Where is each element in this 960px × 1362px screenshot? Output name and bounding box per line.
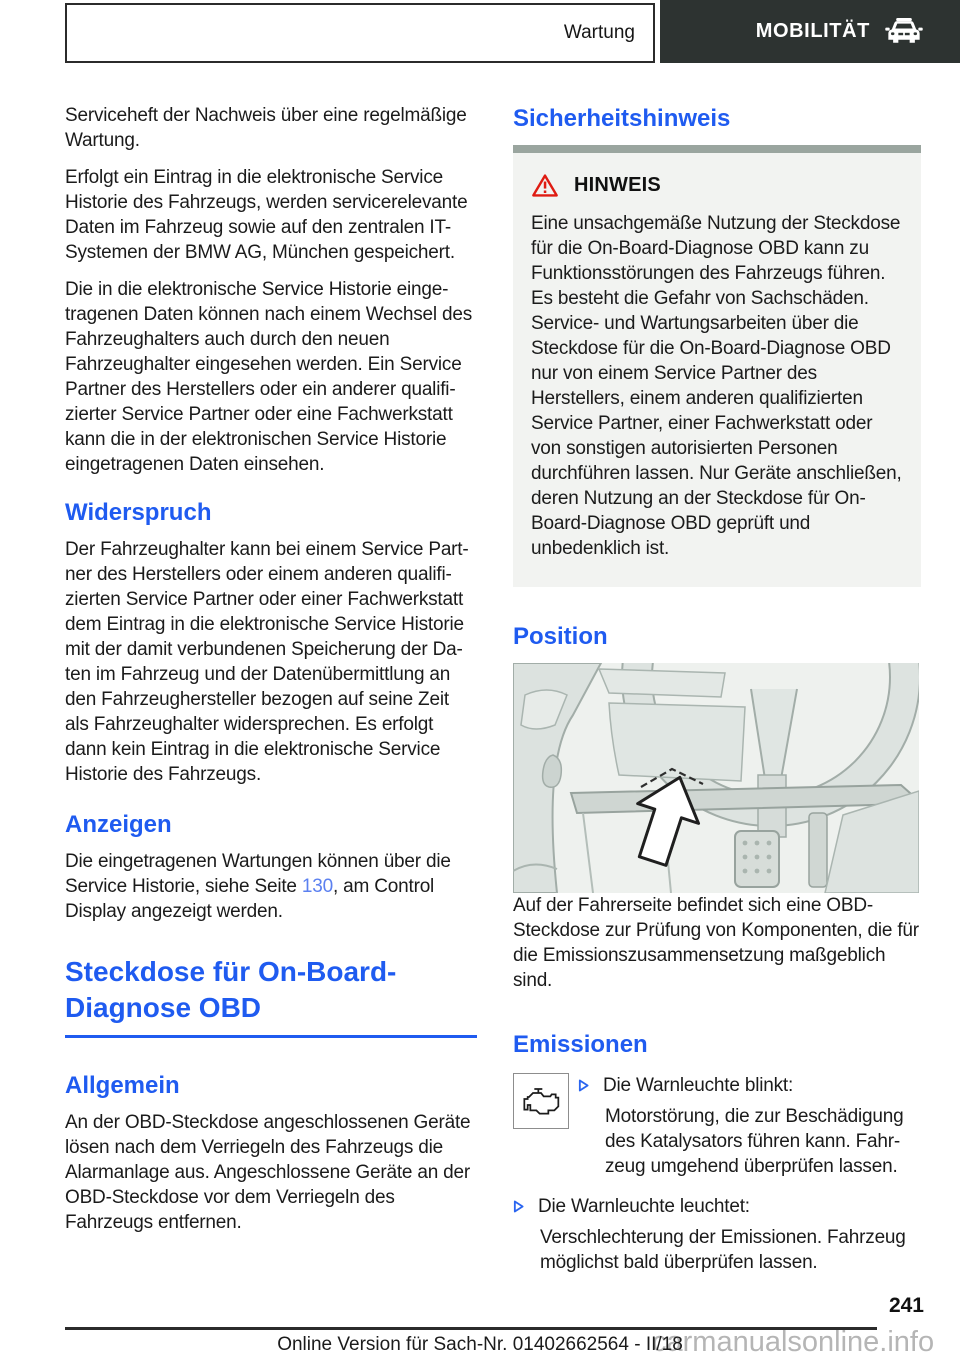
warning-triangle-icon <box>531 173 559 198</box>
intro-paragraph: Erfolgt ein Eintrag in die elektronische Service Historie des Fahrzeugs, werden servicerelevante Daten im Fahrzeug sowie auf den zentralen IT-Systemen der BMW AG, München gespeichert. <box>65 167 468 263</box>
page-body <box>65 103 921 1275</box>
heading-obd-chapter: Steckdose für On-Board-Diagnose OBD <box>65 956 397 1023</box>
hinweis-notice-box <box>513 145 921 587</box>
footer-version-text: Online Version für Sach-Nr. 01402662564 - II/18 <box>277 1334 683 1355</box>
intro-paragraph: Serviceheft der Nachweis über eine regelmäßige Wartung. <box>65 105 467 151</box>
position-paragraph: Auf der Fahrerseite befindet sich eine OBD-Steckdose zur Prüfung von Komponenten, die für die Emissionszusammensetzung maßgeblich sind. <box>513 895 919 991</box>
emission-item-text: Motorstörung, die zur Beschädigung des Katalysators führen kann. Fahrzeug umgehend überprüfen lassen. <box>605 1106 904 1177</box>
right-column <box>513 103 921 1275</box>
emission-item-title-row <box>578 1073 921 1098</box>
notice-label: HINWEIS <box>574 174 661 196</box>
obd-location-illustration <box>513 663 919 893</box>
engine-warning-indicator <box>513 1073 569 1129</box>
heading-allgemein: Allgemein <box>65 1072 180 1099</box>
heading-emissionen: Emissionen <box>513 1031 648 1058</box>
emission-item <box>578 1073 921 1179</box>
header-section-label: Wartung <box>563 22 635 43</box>
triangle-bullet-icon <box>578 1079 589 1092</box>
notice-top-bar <box>513 145 921 153</box>
car-icon <box>884 18 924 45</box>
engine-warning-icon <box>519 1085 563 1117</box>
emission-item-title: Die Warnleuchte leuchtet: <box>538 1196 750 1217</box>
notice-header <box>531 173 903 198</box>
header-chapter-label: MOBILITÄT <box>755 20 870 42</box>
anzeigen-paragraph <box>65 849 477 924</box>
emission-item-text: Verschlechterung der Emissionen. Fahrzeug möglichst bald überprüfen lassen. <box>540 1227 906 1273</box>
triangle-bullet-icon <box>513 1200 524 1213</box>
cockpit-drawing <box>513 663 919 893</box>
heading-widerspruch: Widerspruch <box>65 499 212 526</box>
intro-paragraph: Die in die elektronische Service Historie eingetragenen Daten können nach einem Wechsel des Fahrzeughalters auch durch den neuen Fahrzeughalter eingesehen werden. Ein Service Partner des Herstellers oder ein anderer qualifizierter Service Partner oder eine Fachwerkstatt kann die in der elektronischen Service Historie eingetragenen Daten einsehen. <box>65 279 473 475</box>
heading-position: Position <box>513 623 608 650</box>
header-section-tab <box>65 3 655 63</box>
emission-item <box>513 1194 921 1275</box>
widerspruch-paragraph: Der Fahrzeughalter kann bei einem Service Partner des Herstellers oder einem anderen qualifizierten Service Partner oder einer Fachwerkstatt dem Eintrag in die elektronische Service Historie mit der damit verbundenen Speicherung der Daten im Fahrzeug und der Datenübermittlung an den Fahrzeughersteller bezogen auf seine Zeit als Fahrzeughalter widersprechen. Es erfolgt dann kein Eintrag in die elektronische Service Historie des Fahrzeugs. <box>65 539 469 785</box>
left-column <box>65 103 477 1275</box>
page-number: 241 <box>888 1294 924 1317</box>
heading-anzeigen: Anzeigen <box>65 811 172 838</box>
emission-item-row <box>513 1073 921 1179</box>
header-chapter-tab <box>660 0 960 63</box>
allgemein-paragraph: An der OBD-Steckdose angeschlossenen Geräte lösen nach dem Verriegeln des Fahrzeugs die Alarmanlage aus. Angeschlossene Geräte an der OBD-Steckdose vor dem Verriegeln des Fahrzeugs entfernen. <box>65 1112 471 1233</box>
page-reference-link[interactable]: 130 <box>301 876 333 897</box>
notice-paragraph: Eine unsachgemäße Nutzung der Steckdose für die On-Board-Diagnose OBD kann zu Funktionsstörungen des Fahrzeugs führen. Es besteht die Gefahr von Sachschäden. Service- und Wartungsarbeiten über die Steckdose für die On-Board-Diagnose OBD nur von einem Service Partner des Herstellers, einem anderen qualifizierten Service Partner, einer Fachwerkstatt oder von sonstigen autorisierten Personen durchführen lassen. Nur Geräte anschließen, deren Nutzung an der Steckdose für On-Board-Diagnose OBD geprüft und unbedenklich ist. <box>531 213 902 559</box>
heading-sicherheitshinweis: Sicherheitshinweis <box>513 105 731 132</box>
emission-item-title: Die Warnleuchte blinkt: <box>603 1075 794 1096</box>
emission-item-title-row <box>513 1194 921 1219</box>
notice-body <box>513 153 921 587</box>
anzeigen-text-before: Die eingetragenen Wartungen können über die Service Historie, siehe Seite <box>65 851 451 897</box>
anzeigen-text-after: , am Control Display angezeigt werden. <box>65 876 435 922</box>
emission-item-row <box>513 1194 921 1275</box>
watermark-text: carmanualsonline.info <box>652 1326 935 1358</box>
chapter-underline <box>65 1035 477 1038</box>
